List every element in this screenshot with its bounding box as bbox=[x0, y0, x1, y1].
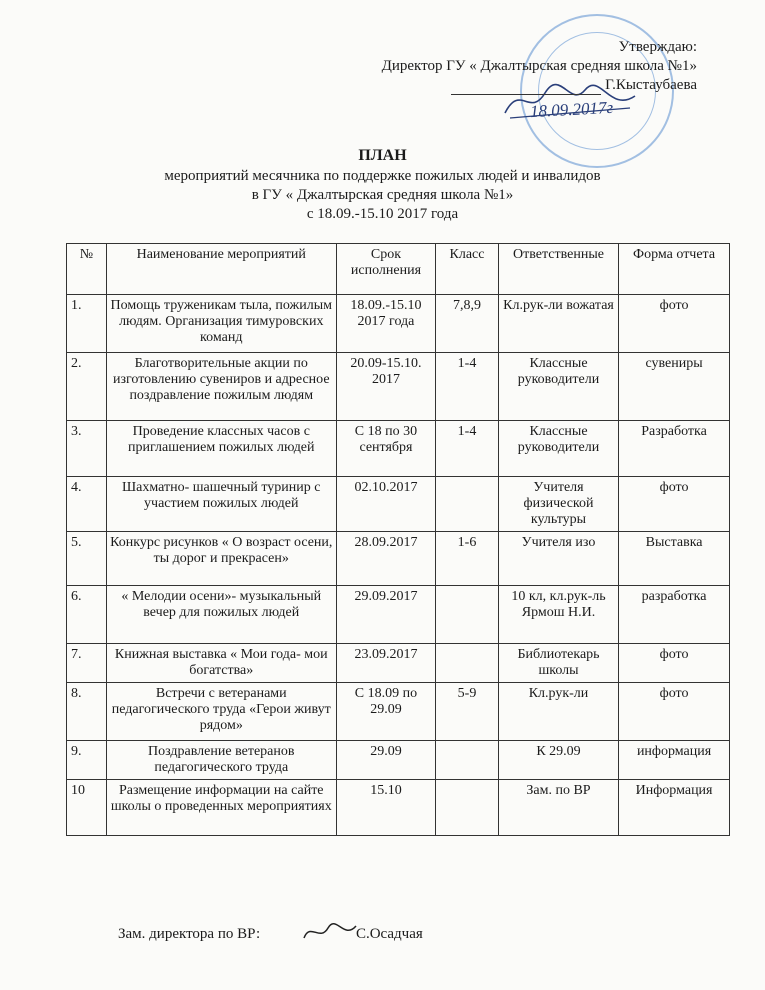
column-header: Срок исполнения bbox=[336, 244, 435, 295]
column-header: Класс bbox=[436, 244, 499, 295]
table-cell: 02.10.2017 bbox=[336, 477, 435, 532]
table-cell: фото bbox=[619, 683, 730, 741]
table-cell bbox=[436, 741, 499, 780]
column-header: Ответственные bbox=[498, 244, 618, 295]
column-header: Форма отчета bbox=[619, 244, 730, 295]
table-cell: 1-4 bbox=[436, 353, 499, 421]
table-cell: « Мелодии осени»- музыкальный вечер для пожилых людей bbox=[106, 586, 336, 644]
table-row bbox=[67, 586, 730, 644]
table-cell: 18.09.-15.10 2017 года bbox=[336, 295, 435, 353]
table-cell: Учителя изо bbox=[498, 532, 618, 586]
table-cell: 6. bbox=[67, 586, 107, 644]
table-cell: Встречи с ветеранами педагогического труда «Герои живут рядом» bbox=[106, 683, 336, 741]
table-cell: Благотворительные акции по изготовлению сувениров и адресное поздравление пожилым людям bbox=[106, 353, 336, 421]
table-cell: Конкурс рисунков « О возраст осени, ты дорог и прекрасен» bbox=[106, 532, 336, 586]
page-title: ПЛАН bbox=[358, 147, 407, 164]
table-cell: 20.09-15.10. 2017 bbox=[336, 353, 435, 421]
table-cell: 1. bbox=[67, 295, 107, 353]
table-cell: Информация bbox=[619, 780, 730, 836]
document-header bbox=[0, 146, 765, 224]
table-cell bbox=[436, 586, 499, 644]
table-cell: 7. bbox=[67, 644, 107, 683]
subtitle-1: мероприятий месячника по поддержке пожилых людей и инвалидов bbox=[164, 168, 601, 184]
table-cell: 1-6 bbox=[436, 532, 499, 586]
table-cell bbox=[436, 644, 499, 683]
table-cell: С 18.09 по 29.09 bbox=[336, 683, 435, 741]
table-cell: С 18 по 30 сентября bbox=[336, 421, 435, 477]
table-cell bbox=[436, 780, 499, 836]
table-cell: 4. bbox=[67, 477, 107, 532]
table-cell: 8. bbox=[67, 683, 107, 741]
footer bbox=[118, 926, 423, 943]
column-header: Наименование мероприятий bbox=[106, 244, 336, 295]
table-cell: Кл.рук-ли bbox=[498, 683, 618, 741]
table-row bbox=[67, 353, 730, 421]
table-cell: Помощь труженикам тыла, пожилым людям. Организация тимуровских команд bbox=[106, 295, 336, 353]
table-cell: фото bbox=[619, 644, 730, 683]
director-line: Директор ГУ « Джалтырская средняя школа №1» bbox=[381, 58, 697, 74]
footer-label: Зам. директора по ВР: bbox=[118, 926, 261, 942]
signature-date: 18.09.2017г bbox=[529, 97, 614, 122]
table-cell: К 29.09 bbox=[498, 741, 618, 780]
director-name: Г.Кыстаубаева bbox=[605, 77, 697, 93]
table-cell: Библиотекарь школы bbox=[498, 644, 618, 683]
table-row bbox=[67, 741, 730, 780]
table-cell: 23.09.2017 bbox=[336, 644, 435, 683]
table-cell: Разработка bbox=[619, 421, 730, 477]
table-cell: Классные руководители bbox=[498, 353, 618, 421]
table-header-row bbox=[67, 244, 730, 295]
table-cell: 15.10 bbox=[336, 780, 435, 836]
table-cell: Кл.рук-ли вожатая bbox=[498, 295, 618, 353]
approval-block bbox=[382, 38, 697, 95]
table-cell: 28.09.2017 bbox=[336, 532, 435, 586]
subtitle-3: с 18.09.-15.10 2017 года bbox=[306, 206, 459, 222]
table-cell bbox=[436, 477, 499, 532]
subtitle-2: в ГУ « Джалтырская средняя школа №1» bbox=[251, 187, 514, 203]
table-cell: 2. bbox=[67, 353, 107, 421]
table-row bbox=[67, 644, 730, 683]
table-cell: Шахматно- шашечный туринир с участием пожилых людей bbox=[106, 477, 336, 532]
approve-label: Утверждаю: bbox=[618, 39, 697, 55]
table-cell: Зам. по ВР bbox=[498, 780, 618, 836]
signature-line bbox=[451, 80, 601, 95]
table-row bbox=[67, 532, 730, 586]
table-cell: информация bbox=[619, 741, 730, 780]
table-cell: Учителя физической культуры bbox=[498, 477, 618, 532]
table-row bbox=[67, 477, 730, 532]
table-cell: сувениры bbox=[619, 353, 730, 421]
table-row bbox=[67, 421, 730, 477]
table-cell: 7,8,9 bbox=[436, 295, 499, 353]
table-cell: Классные руководители bbox=[498, 421, 618, 477]
plan-table bbox=[66, 243, 730, 836]
table-cell: 29.09.2017 bbox=[336, 586, 435, 644]
table-cell: 3. bbox=[67, 421, 107, 477]
table-cell: Размещение информации на сайте школы о проведенных мероприятиях bbox=[106, 780, 336, 836]
table-cell: фото bbox=[619, 477, 730, 532]
table-row bbox=[67, 780, 730, 836]
deputy-signature bbox=[300, 918, 360, 946]
table-cell: Книжная выставка « Мои года- мои богатства» bbox=[106, 644, 336, 683]
table-cell: Проведение классных часов с приглашением пожилых людей bbox=[106, 421, 336, 477]
footer-name: С.Осадчая bbox=[355, 926, 423, 942]
table-cell: разработка bbox=[619, 586, 730, 644]
table-row bbox=[67, 295, 730, 353]
table-cell: Поздравление ветеранов педагогического труда bbox=[106, 741, 336, 780]
table-cell: 10 кл, кл.рук-ль Ярмош Н.И. bbox=[498, 586, 618, 644]
table-cell: 5. bbox=[67, 532, 107, 586]
table-row bbox=[67, 683, 730, 741]
table-cell: 5-9 bbox=[436, 683, 499, 741]
table-cell: 1-4 bbox=[436, 421, 499, 477]
table-cell: 9. bbox=[67, 741, 107, 780]
table-cell: 10 bbox=[67, 780, 107, 836]
table-cell: Выставка bbox=[619, 532, 730, 586]
column-header: № bbox=[67, 244, 107, 295]
table-cell: фото bbox=[619, 295, 730, 353]
table-cell: 29.09 bbox=[336, 741, 435, 780]
